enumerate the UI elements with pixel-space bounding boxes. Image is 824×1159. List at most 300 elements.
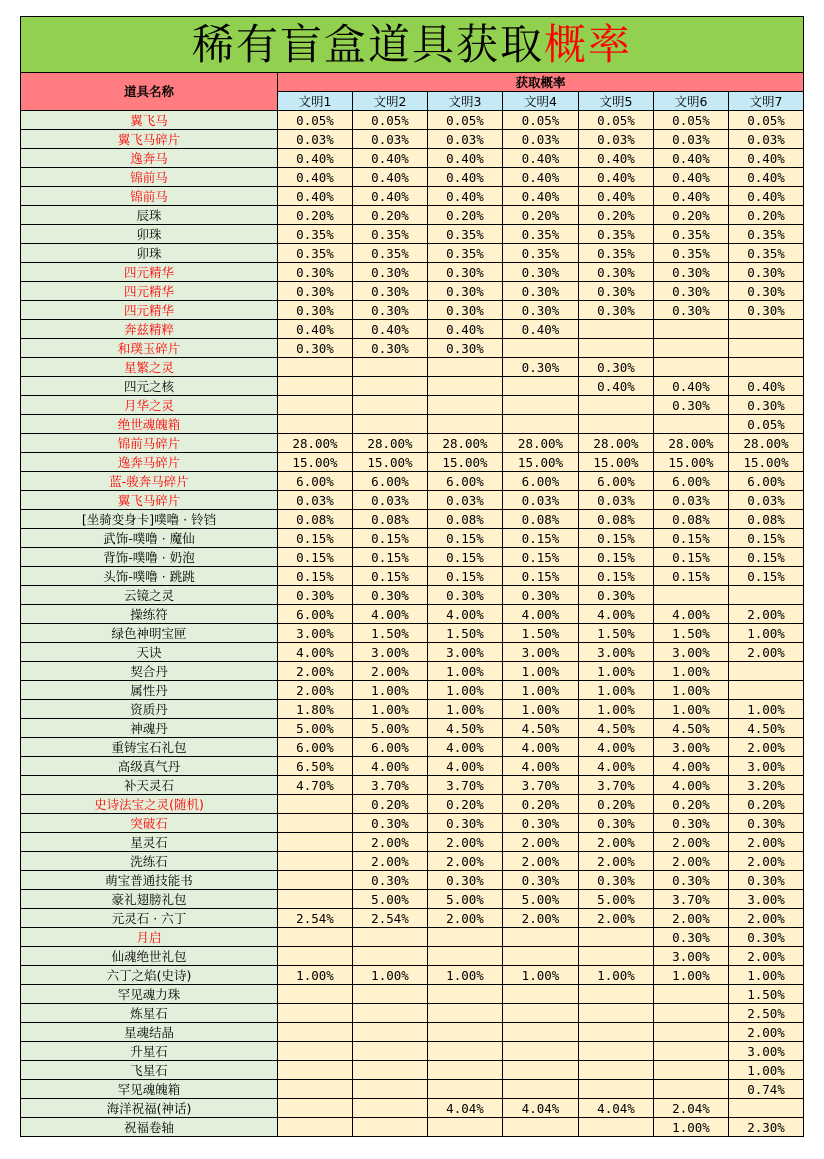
item-name-cell: 突破石 <box>21 814 278 833</box>
probability-cell: 0.40% <box>278 187 353 206</box>
probability-cell <box>503 928 579 947</box>
probability-cell: 0.30% <box>729 814 804 833</box>
probability-cell: 6.00% <box>729 472 804 491</box>
probability-cell: 0.20% <box>729 206 804 225</box>
probability-cell <box>579 415 654 434</box>
table-row <box>21 719 804 738</box>
item-name-cell: 月启 <box>21 928 278 947</box>
probability-cell: 0.30% <box>503 263 579 282</box>
table-row <box>21 1061 804 1080</box>
probability-cell: 1.00% <box>353 700 428 719</box>
probability-cell: 0.03% <box>729 491 804 510</box>
probability-cell: 6.00% <box>278 738 353 757</box>
probability-cell <box>729 586 804 605</box>
item-name-cell: 仙魂绝世礼包 <box>21 947 278 966</box>
probability-cell: 0.20% <box>654 795 729 814</box>
item-name-cell: 四元精华 <box>21 263 278 282</box>
probability-cell: 0.05% <box>729 415 804 434</box>
probability-cell: 2.00% <box>729 605 804 624</box>
probability-cell: 1.00% <box>278 966 353 985</box>
probability-cell <box>428 1080 503 1099</box>
table-row <box>21 928 804 947</box>
probability-cell <box>579 1023 654 1042</box>
table-row <box>21 643 804 662</box>
probability-cell: 4.00% <box>428 757 503 776</box>
item-name-cell: 月华之灵 <box>21 396 278 415</box>
probability-cell: 0.40% <box>729 377 804 396</box>
probability-cell: 0.15% <box>729 529 804 548</box>
item-name-cell: 罕见魂力珠 <box>21 985 278 1004</box>
probability-cell: 1.00% <box>654 700 729 719</box>
probability-cell <box>278 1099 353 1118</box>
probability-cell: 1.00% <box>654 966 729 985</box>
probability-cell: 6.00% <box>579 472 654 491</box>
probability-cell: 0.35% <box>654 225 729 244</box>
probability-cell: 0.30% <box>503 301 579 320</box>
table-row <box>21 301 804 320</box>
probability-cell: 2.00% <box>503 852 579 871</box>
probability-cell <box>278 1004 353 1023</box>
probability-cell <box>278 377 353 396</box>
probability-cell <box>579 1004 654 1023</box>
probability-cell: 0.05% <box>428 111 503 130</box>
probability-cell: 6.00% <box>654 472 729 491</box>
probability-cell: 4.00% <box>654 776 729 795</box>
probability-cell: 4.00% <box>353 757 428 776</box>
probability-cell: 0.08% <box>353 510 428 529</box>
probability-cell: 0.30% <box>654 282 729 301</box>
probability-cell: 0.20% <box>654 206 729 225</box>
probability-cell: 0.03% <box>353 491 428 510</box>
table-row <box>21 320 804 339</box>
probability-cell: 0.30% <box>278 282 353 301</box>
probability-cell: 0.05% <box>654 111 729 130</box>
table-row <box>21 111 804 130</box>
probability-cell: 15.00% <box>729 453 804 472</box>
probability-cell: 0.35% <box>428 225 503 244</box>
probability-cell: 0.15% <box>579 529 654 548</box>
probability-cell: 1.00% <box>654 662 729 681</box>
table-row <box>21 1023 804 1042</box>
probability-cell: 0.40% <box>654 377 729 396</box>
table-row <box>21 168 804 187</box>
probability-cell: 3.00% <box>503 643 579 662</box>
probability-cell: 1.00% <box>428 681 503 700</box>
probability-cell: 0.40% <box>579 187 654 206</box>
table-row <box>21 985 804 1004</box>
item-name-cell: 六丁之焰(史诗) <box>21 966 278 985</box>
item-name-cell: 奔兹精粹 <box>21 320 278 339</box>
probability-cell <box>353 358 428 377</box>
item-name-cell: 炼星石 <box>21 1004 278 1023</box>
title-main: 稀有盲盒道具获取 <box>192 19 545 69</box>
probability-cell: 0.15% <box>503 567 579 586</box>
probability-cell: 0.30% <box>729 263 804 282</box>
table-row <box>21 757 804 776</box>
probability-cell: 0.05% <box>579 111 654 130</box>
table-row <box>21 1042 804 1061</box>
probability-cell: 4.50% <box>503 719 579 738</box>
probability-cell <box>654 985 729 1004</box>
probability-cell <box>428 396 503 415</box>
probability-cell: 0.40% <box>428 168 503 187</box>
probability-cell: 2.00% <box>278 662 353 681</box>
probability-cell: 1.80% <box>278 700 353 719</box>
table-row <box>21 586 804 605</box>
probability-cell: 0.15% <box>729 548 804 567</box>
probability-cell: 28.00% <box>278 434 353 453</box>
probability-cell: 0.30% <box>729 928 804 947</box>
probability-cell: 0.08% <box>503 510 579 529</box>
probability-cell: 4.04% <box>579 1099 654 1118</box>
probability-cell: 3.00% <box>579 643 654 662</box>
probability-cell: 6.00% <box>503 472 579 491</box>
item-name-cell: 重铸宝石礼包 <box>21 738 278 757</box>
probability-cell: 3.00% <box>729 1042 804 1061</box>
table-row <box>21 548 804 567</box>
probability-cell: 0.40% <box>579 149 654 168</box>
table-row <box>21 244 804 263</box>
probability-cell <box>353 985 428 1004</box>
item-name-cell: 卯珠 <box>21 244 278 263</box>
item-name-cell: 史诗法宝之灵(随机) <box>21 795 278 814</box>
probability-cell: 2.54% <box>278 909 353 928</box>
probability-cell: 6.00% <box>278 472 353 491</box>
probability-cell <box>428 1042 503 1061</box>
probability-cell: 4.50% <box>579 719 654 738</box>
probability-cell: 6.00% <box>428 472 503 491</box>
probability-cell: 0.35% <box>503 225 579 244</box>
probability-cell <box>428 1004 503 1023</box>
probability-cell: 0.03% <box>428 491 503 510</box>
table-row <box>21 871 804 890</box>
probability-cell: 0.30% <box>503 871 579 890</box>
probability-cell: 0.08% <box>729 510 804 529</box>
item-name-cell: 蓝-骏奔马碎片 <box>21 472 278 491</box>
page-title <box>21 17 804 73</box>
item-name-cell: 天诀 <box>21 643 278 662</box>
probability-cell <box>579 320 654 339</box>
probability-cell <box>654 1061 729 1080</box>
probability-cell: 0.40% <box>428 149 503 168</box>
probability-cell: 0.40% <box>729 168 804 187</box>
probability-cell <box>579 396 654 415</box>
item-name-cell: 武饰-噗噜 · 魔仙 <box>21 529 278 548</box>
probability-cell <box>503 947 579 966</box>
table-row <box>21 358 804 377</box>
probability-cell <box>503 1042 579 1061</box>
probability-cell: 0.03% <box>579 491 654 510</box>
item-name-cell: 高级真气丹 <box>21 757 278 776</box>
table-row <box>21 852 804 871</box>
probability-cell: 0.40% <box>654 168 729 187</box>
probability-cell <box>428 1023 503 1042</box>
probability-cell: 2.00% <box>353 833 428 852</box>
probability-cell: 5.00% <box>579 890 654 909</box>
civ-header-2: 文明2 <box>353 92 428 111</box>
probability-cell <box>428 1061 503 1080</box>
probability-cell: 0.30% <box>278 263 353 282</box>
probability-cell: 0.30% <box>428 339 503 358</box>
probability-cell: 0.30% <box>579 814 654 833</box>
probability-cell: 4.00% <box>579 757 654 776</box>
probability-cell: 5.00% <box>503 890 579 909</box>
probability-cell: 2.00% <box>428 909 503 928</box>
probability-cell: 28.00% <box>579 434 654 453</box>
probability-cell: 0.20% <box>278 206 353 225</box>
probability-cell: 0.15% <box>654 529 729 548</box>
probability-cell: 1.00% <box>353 966 428 985</box>
probability-cell <box>353 1061 428 1080</box>
item-name-cell: 绿色神明宝匣 <box>21 624 278 643</box>
probability-cell <box>654 415 729 434</box>
table-row <box>21 738 804 757</box>
table-row <box>21 1004 804 1023</box>
item-name-cell: 操练符 <box>21 605 278 624</box>
probability-cell: 1.00% <box>503 700 579 719</box>
probability-cell: 2.00% <box>353 852 428 871</box>
probability-cell: 0.40% <box>353 149 428 168</box>
table-row <box>21 453 804 472</box>
probability-cell <box>654 1004 729 1023</box>
probability-cell: 15.00% <box>278 453 353 472</box>
probability-cell <box>353 947 428 966</box>
probability-cell: 2.00% <box>428 833 503 852</box>
probability-cell: 0.30% <box>579 358 654 377</box>
probability-cell <box>278 890 353 909</box>
probability-cell <box>353 1042 428 1061</box>
item-name-cell: 星繁之灵 <box>21 358 278 377</box>
table-row <box>21 605 804 624</box>
probability-cell: 0.30% <box>428 263 503 282</box>
probability-table <box>20 16 804 1137</box>
item-name-cell: 属性丹 <box>21 681 278 700</box>
probability-cell: 0.15% <box>353 529 428 548</box>
civ-header-3: 文明3 <box>428 92 503 111</box>
probability-cell: 4.00% <box>654 757 729 776</box>
probability-group-header: 获取概率 <box>278 73 804 92</box>
probability-cell <box>503 1118 579 1137</box>
probability-cell: 2.00% <box>654 833 729 852</box>
probability-cell: 3.70% <box>654 890 729 909</box>
probability-cell: 1.50% <box>428 624 503 643</box>
probability-cell: 2.50% <box>729 1004 804 1023</box>
probability-cell: 2.00% <box>729 947 804 966</box>
probability-cell: 0.30% <box>503 282 579 301</box>
probability-cell: 5.00% <box>278 719 353 738</box>
item-name-cell: 辰珠 <box>21 206 278 225</box>
probability-cell: 0.30% <box>428 814 503 833</box>
probability-cell <box>278 871 353 890</box>
probability-cell: 0.40% <box>353 320 428 339</box>
probability-cell: 1.00% <box>729 1061 804 1080</box>
item-name-cell: 逸奔马碎片 <box>21 453 278 472</box>
item-name-cell: [坐骑变身卡]噗噜 · 铃铛 <box>21 510 278 529</box>
civ-header-4: 文明4 <box>503 92 579 111</box>
probability-cell <box>729 681 804 700</box>
probability-cell: 0.30% <box>503 814 579 833</box>
table-row <box>21 472 804 491</box>
probability-cell: 2.00% <box>579 852 654 871</box>
probability-cell: 0.35% <box>729 225 804 244</box>
probability-cell: 0.35% <box>579 244 654 263</box>
table-row <box>21 890 804 909</box>
probability-cell <box>353 1004 428 1023</box>
probability-cell: 1.00% <box>428 966 503 985</box>
probability-cell: 1.50% <box>503 624 579 643</box>
probability-cell <box>278 1118 353 1137</box>
probability-cell: 0.05% <box>503 111 579 130</box>
probability-cell: 4.00% <box>654 605 729 624</box>
probability-cell: 0.40% <box>729 149 804 168</box>
probability-cell: 0.30% <box>579 871 654 890</box>
probability-cell: 0.03% <box>278 130 353 149</box>
probability-cell <box>654 1042 729 1061</box>
probability-cell: 3.70% <box>353 776 428 795</box>
probability-cell <box>278 814 353 833</box>
probability-cell: 0.15% <box>428 567 503 586</box>
probability-cell: 0.15% <box>278 567 353 586</box>
probability-cell: 4.00% <box>428 605 503 624</box>
probability-cell: 0.30% <box>353 301 428 320</box>
probability-cell <box>654 339 729 358</box>
probability-cell: 0.15% <box>353 548 428 567</box>
item-name-cell: 锦前马 <box>21 168 278 187</box>
probability-cell <box>729 339 804 358</box>
probability-cell: 1.00% <box>503 966 579 985</box>
probability-cell: 2.00% <box>503 833 579 852</box>
item-name-cell: 飞星石 <box>21 1061 278 1080</box>
probability-cell: 6.00% <box>353 472 428 491</box>
item-name-cell: 翼飞马 <box>21 111 278 130</box>
table-row <box>21 662 804 681</box>
probability-cell: 0.20% <box>579 206 654 225</box>
probability-cell: 3.00% <box>729 890 804 909</box>
probability-cell <box>503 415 579 434</box>
probability-cell: 3.00% <box>729 757 804 776</box>
item-name-cell: 云镜之灵 <box>21 586 278 605</box>
probability-cell: 1.00% <box>353 681 428 700</box>
probability-cell: 1.00% <box>428 662 503 681</box>
probability-cell: 1.00% <box>579 662 654 681</box>
probability-cell: 5.00% <box>353 890 428 909</box>
probability-cell: 0.15% <box>503 529 579 548</box>
table-row <box>21 833 804 852</box>
probability-cell: 4.00% <box>503 738 579 757</box>
probability-cell: 0.05% <box>729 111 804 130</box>
probability-cell: 0.15% <box>503 548 579 567</box>
table-row <box>21 339 804 358</box>
probability-cell: 3.00% <box>654 643 729 662</box>
probability-cell: 2.30% <box>729 1118 804 1137</box>
table-row <box>21 377 804 396</box>
probability-cell: 2.00% <box>654 852 729 871</box>
probability-cell: 15.00% <box>579 453 654 472</box>
probability-cell: 0.40% <box>579 168 654 187</box>
table-row <box>21 491 804 510</box>
table-row <box>21 149 804 168</box>
probability-cell <box>503 339 579 358</box>
probability-cell: 28.00% <box>428 434 503 453</box>
item-name-cell: 锦前马 <box>21 187 278 206</box>
probability-cell: 2.54% <box>353 909 428 928</box>
probability-cell: 0.30% <box>353 339 428 358</box>
probability-cell: 2.00% <box>654 909 729 928</box>
probability-cell: 3.00% <box>654 947 729 966</box>
table-row <box>21 700 804 719</box>
table-row <box>21 795 804 814</box>
probability-cell: 1.00% <box>654 1118 729 1137</box>
probability-cell: 0.35% <box>278 244 353 263</box>
probability-cell: 0.15% <box>654 548 729 567</box>
civ-header-5: 文明5 <box>579 92 654 111</box>
probability-cell <box>579 947 654 966</box>
probability-cell <box>579 1118 654 1137</box>
item-name-cell: 海洋祝福(神话) <box>21 1099 278 1118</box>
probability-cell: 0.40% <box>654 149 729 168</box>
probability-cell: 1.00% <box>579 966 654 985</box>
probability-cell <box>428 985 503 1004</box>
probability-cell: 0.30% <box>278 339 353 358</box>
probability-cell: 0.08% <box>278 510 353 529</box>
probability-cell: 0.30% <box>579 301 654 320</box>
probability-cell <box>579 1042 654 1061</box>
probability-cell: 2.00% <box>729 738 804 757</box>
probability-cell <box>503 377 579 396</box>
probability-cell: 0.40% <box>428 187 503 206</box>
probability-cell: 2.00% <box>278 681 353 700</box>
probability-cell <box>353 1099 428 1118</box>
probability-cell: 1.50% <box>579 624 654 643</box>
title-accent: 概率 <box>544 19 633 69</box>
table-row <box>21 1099 804 1118</box>
probability-cell <box>353 396 428 415</box>
probability-cell <box>654 320 729 339</box>
probability-cell: 0.30% <box>353 814 428 833</box>
table-row <box>21 282 804 301</box>
probability-cell: 1.00% <box>579 681 654 700</box>
probability-cell: 0.20% <box>428 206 503 225</box>
probability-cell: 0.20% <box>729 795 804 814</box>
probability-cell: 15.00% <box>503 453 579 472</box>
probability-cell: 0.40% <box>503 320 579 339</box>
item-name-cell: 元灵石 · 六丁 <box>21 909 278 928</box>
probability-cell: 0.30% <box>503 358 579 377</box>
table-row <box>21 415 804 434</box>
probability-cell <box>428 928 503 947</box>
probability-cell: 4.00% <box>278 643 353 662</box>
probability-cell: 1.00% <box>654 681 729 700</box>
probability-cell: 15.00% <box>428 453 503 472</box>
probability-cell: 4.00% <box>579 738 654 757</box>
probability-cell: 2.00% <box>729 852 804 871</box>
table-row <box>21 434 804 453</box>
probability-cell: 0.03% <box>353 130 428 149</box>
probability-cell: 4.50% <box>654 719 729 738</box>
table-row <box>21 225 804 244</box>
item-name-cell: 头饰-噗噜 · 跳跳 <box>21 567 278 586</box>
probability-cell <box>579 1061 654 1080</box>
probability-cell: 0.30% <box>579 282 654 301</box>
probability-cell: 2.00% <box>428 852 503 871</box>
probability-cell: 2.00% <box>579 833 654 852</box>
probability-cell: 4.00% <box>503 605 579 624</box>
title-row <box>21 17 804 73</box>
item-name-cell: 四元精华 <box>21 282 278 301</box>
probability-cell: 4.04% <box>503 1099 579 1118</box>
probability-cell <box>353 1080 428 1099</box>
table-row <box>21 130 804 149</box>
